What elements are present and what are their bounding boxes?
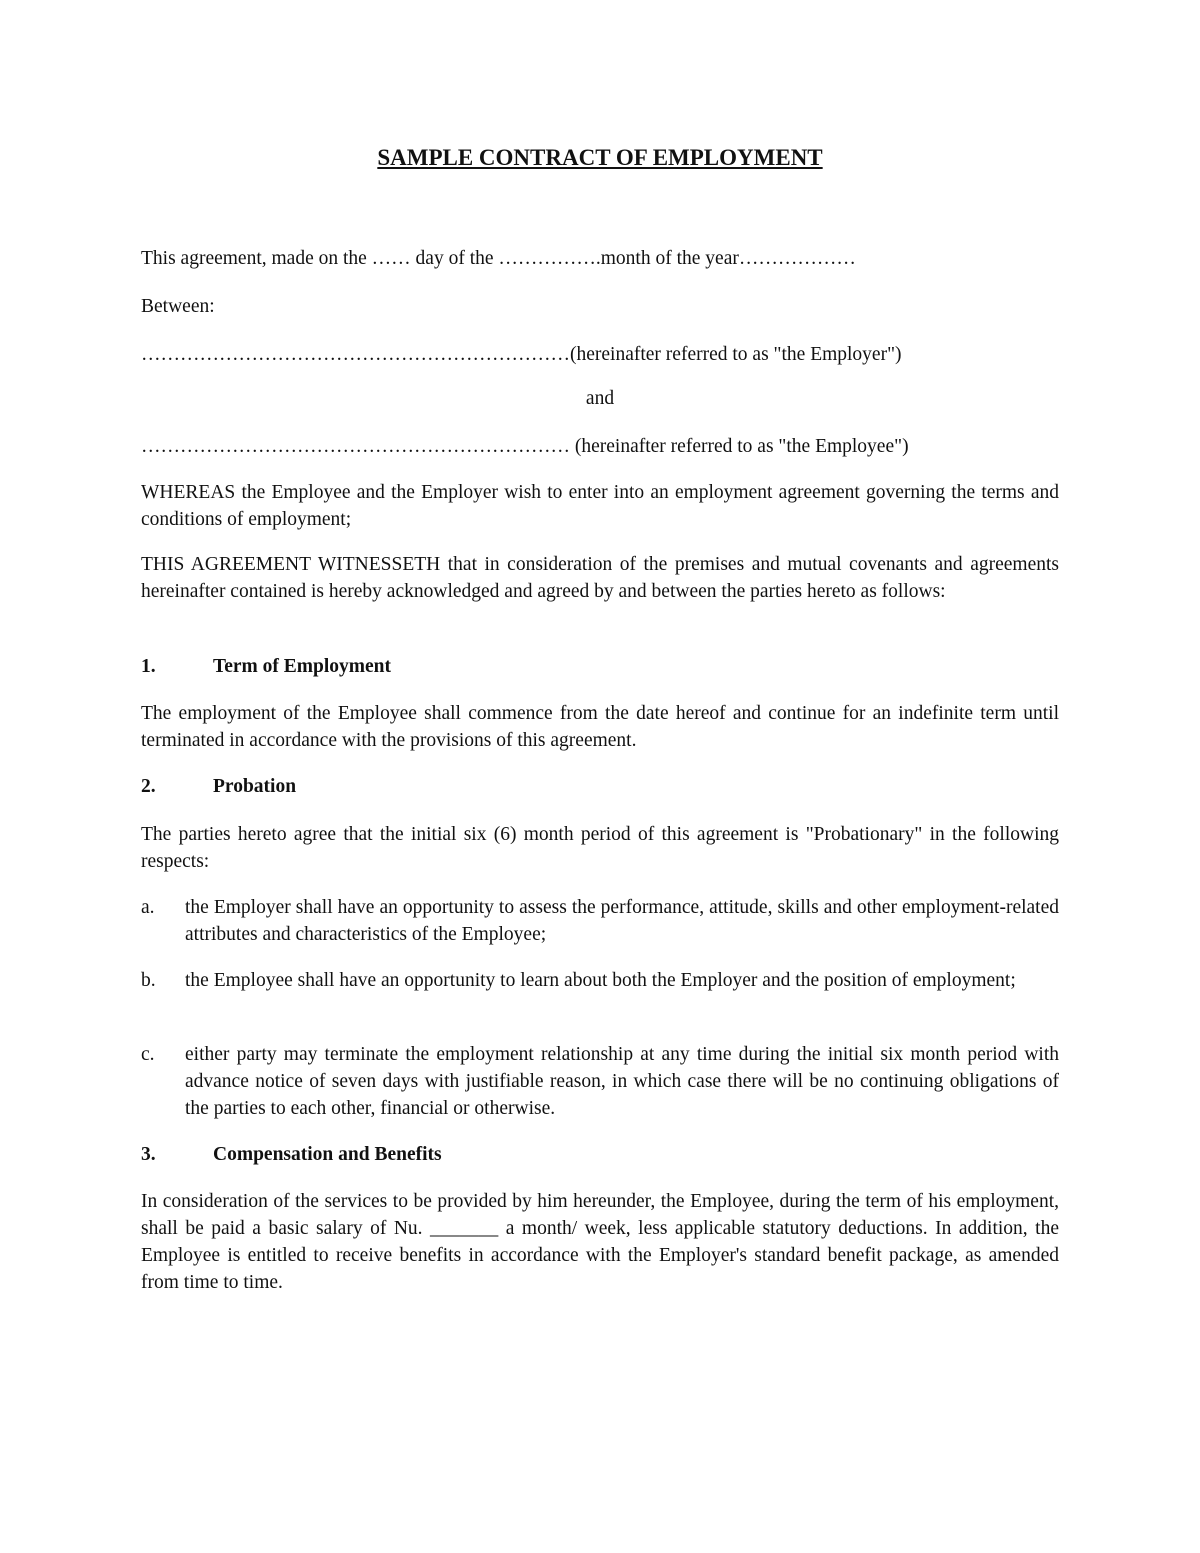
list-item-letter: b. <box>141 970 156 991</box>
section-2-heading <box>141 773 296 800</box>
section-3-heading <box>141 1141 442 1168</box>
list-item-letter: c. <box>141 1044 155 1065</box>
list-item-text: either party may terminate the employment relationship at any time during the initial six month period with advance notice of seven days with justifiable reason, in which case there will be no continuing obligations of the parties to each other, financial or otherwise. <box>185 1044 1059 1119</box>
employee-party-line: ………………………………………………………… (hereinafter referred to as "the Employee") <box>141 436 909 457</box>
section-heading-text: Term of Employment <box>213 656 392 677</box>
section-number: 2. <box>141 776 156 797</box>
section-heading-text: Probation <box>213 776 297 797</box>
section-1-heading <box>141 653 391 680</box>
section-3-body: In consideration of the services to be provided by him hereunder, the Employee, during the term of his employment, shall be paid a basic salary of Nu. _______ a month/ week, less applicable statutory deductions. In addition, the Employee is entitled to receive benefits in accordance with the Employer's standard benefit package, as amended from time to time. <box>141 1191 1059 1293</box>
section-2-body: The parties hereto agree that the initial six (6) month period of this agreement is "Probationary" in the following respects: <box>141 824 1059 872</box>
and-label: and <box>585 388 615 409</box>
list-item <box>141 1041 1059 1122</box>
list-item-text: the Employee shall have an opportunity to learn about both the Employer and the position of employment; <box>185 970 1016 991</box>
section-number: 3. <box>141 1144 156 1165</box>
employer-party-line: …………………………………………………………(hereinafter referred to as "the Employer") <box>141 344 902 365</box>
list-item-text: the Employer shall have an opportunity to assess the performance, attitude, skills and other employment-related attributes and characteristics of the Employee; <box>185 897 1059 945</box>
list-item <box>141 894 1059 948</box>
section-number: 1. <box>141 656 156 677</box>
whereas-paragraph: WHEREAS the Employee and the Employer wish to enter into an employment agreement governing the terms and conditions of employment; <box>141 482 1059 530</box>
witnesseth-paragraph: THIS AGREEMENT WITNESSETH that in consideration of the premises and mutual covenants and agreements hereinafter contained is hereby acknowledged and agreed by and between the parties hereto as follows: <box>141 554 1059 602</box>
section-1-body: The employment of the Employee shall commence from the date hereof and continue for an indefinite term until terminated in accordance with the provisions of this agreement. <box>141 703 1059 751</box>
list-item <box>141 967 1059 994</box>
agreement-date-line: This agreement, made on the …… day of the …………….month of the year……………… <box>141 248 856 269</box>
document-title: SAMPLE CONTRACT OF EMPLOYMENT <box>377 145 823 170</box>
section-heading-text: Compensation and Benefits <box>213 1144 442 1165</box>
list-item-letter: a. <box>141 897 155 918</box>
between-label: Between: <box>141 296 215 317</box>
